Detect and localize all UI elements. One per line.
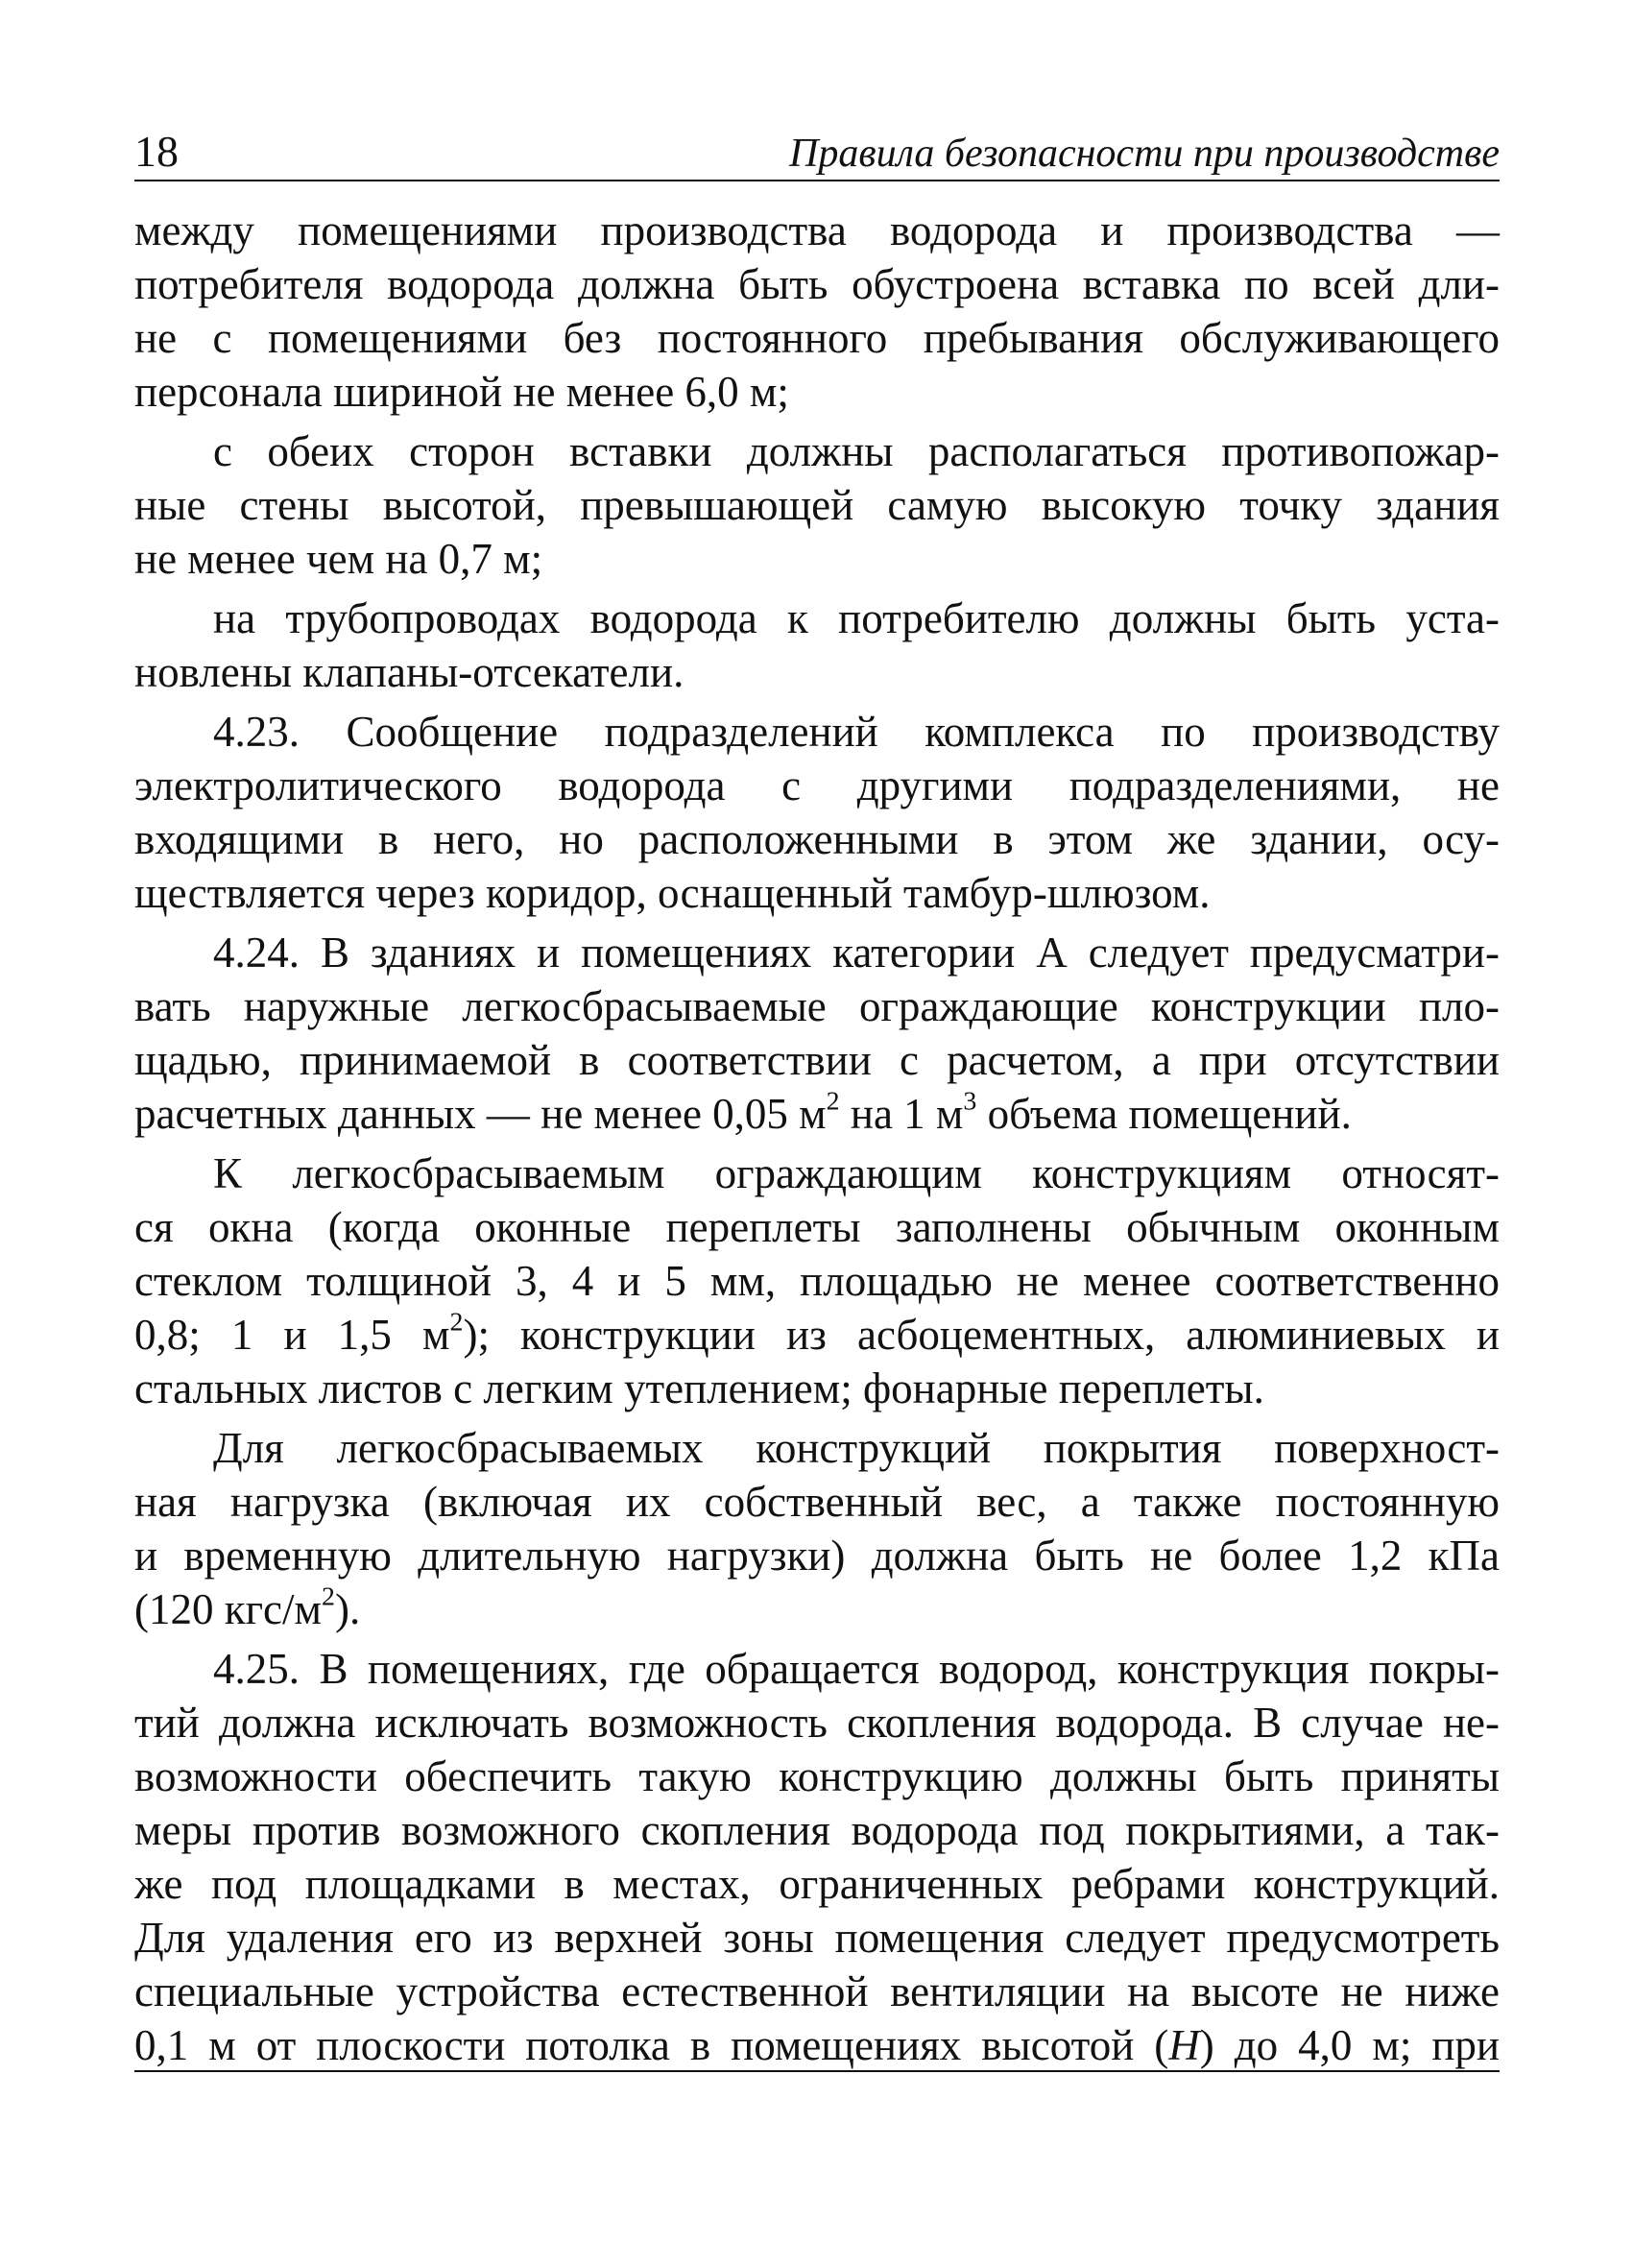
page-header (134, 120, 1500, 181)
paragraph-1 (134, 204, 1500, 419)
text-line: потребителя водорода должна быть обустроена вставка по всей дли- (134, 260, 1500, 308)
text-line: электролитического водорода с другими подразделениями, не (134, 761, 1500, 809)
text-line: стальных листов с легким утеплением; фонарные переплеты. (134, 1364, 1264, 1412)
text-run: ) до 4,0 м; при (1199, 2021, 1500, 2069)
text-line (134, 1582, 1500, 1636)
text-line: и временную длительную нагрузки) должна быть не более 1,2 кПа (134, 1532, 1500, 1580)
text-line: вать наружные легкосбрасываемые ограждающие конструкции пло- (134, 982, 1500, 1030)
text-line: ществляется через коридор, оснащенный тамбур-шлюзом. (134, 869, 1211, 917)
superscript: 2 (449, 1307, 464, 1338)
text-line: входящими в него, но расположенными в этом же здании, осу- (134, 815, 1500, 863)
text-line: не менее чем на 0,7 м; (134, 535, 543, 583)
text-line: Для легкосбрасываемых конструкций покрытия поверхност- (213, 1424, 1500, 1472)
text-line: Для удаления его из верхней зоны помещения следует предусмотреть (134, 1914, 1500, 1962)
text-line: специальные устройства естественной вентиляции на высоте не ниже (134, 1967, 1500, 2015)
text-run: ). (334, 1585, 361, 1633)
text-line: 4.24. В зданиях и помещениях категории А следует предусматри- (213, 929, 1500, 977)
text-line: ные стены высотой, превышающей самую высокую точку здания (134, 481, 1500, 529)
paragraph-3 (134, 591, 1500, 699)
text-run: объема помещений. (976, 1090, 1352, 1138)
text-line: не с помещениями без постоянного пребывания обслуживающего (134, 314, 1500, 362)
paragraph-4-24 (134, 926, 1500, 1141)
text-line: 4.25. В помещениях, где обращается водород, конструкция покры- (213, 1645, 1500, 1693)
text-run: 0,8; 1 и 1,5 м (134, 1311, 450, 1359)
text-run: на 1 м (839, 1090, 964, 1138)
text-line: между помещениями производства водорода и производства — (134, 206, 1500, 254)
paragraph-2 (134, 424, 1500, 586)
text-line: 4.23. Сообщение подразделений комплекса по производству (213, 708, 1500, 756)
paragraph-load (134, 1421, 1500, 1636)
text-run: 0,1 м от плоскости потолка в помещениях высотой ( (134, 2021, 1169, 2069)
text-line: возможности обеспечить такую конструкцию должны быть приняты (134, 1752, 1500, 1800)
body-text (134, 204, 1500, 2072)
bottom-rule (134, 2070, 1500, 2072)
text-line: новлены клапаны-отсекатели. (134, 648, 684, 696)
text-line: персонала шириной не менее 6,0 м; (134, 368, 789, 416)
superscript: 2 (826, 1086, 840, 1117)
paragraph-4-23 (134, 705, 1500, 920)
text-line: меры против возможного скопления водорода под покрытиями, а так- (134, 1806, 1500, 1854)
text-line: с обеих сторон вставки должны располагаться противопожар- (213, 427, 1500, 475)
running-title: Правила безопасности при производстве (789, 132, 1500, 176)
text-line: щадью, принимаемой в соответствии с расчетом, а при отсутствии (134, 1036, 1500, 1084)
text-line (134, 1308, 1500, 1362)
text-line: на трубопроводах водорода к потребителю должны быть уста- (213, 594, 1500, 642)
page-number: 18 (134, 127, 179, 176)
paragraph-windows (134, 1146, 1500, 1415)
text-line: же под площадками в местах, ограниченных ребрами конструкций. (134, 1860, 1500, 1908)
text-run: расчетных данных — не менее 0,05 м (134, 1090, 827, 1138)
italic-symbol: Н (1168, 2021, 1200, 2069)
text-run: ); конструкции из асбоцементных, алюминиевых и (463, 1311, 1501, 1359)
text-line (134, 2018, 1500, 2072)
text-line: К легкосбрасываемым ограждающим конструкциям относят- (213, 1149, 1500, 1197)
superscript: 2 (322, 1581, 335, 1612)
text-line (134, 1087, 1500, 1141)
text-line: ная нагрузка (включая их собственный вес, а также постоянную (134, 1478, 1500, 1526)
text-line: ся окна (когда оконные переплеты заполнены обычным оконным (134, 1203, 1500, 1251)
superscript: 3 (963, 1086, 977, 1117)
text-line: стеклом толщиной 3, 4 и 5 мм, площадью не менее соответственно (134, 1257, 1500, 1305)
text-line: тий должна исключать возможность скопления водорода. В случае не- (134, 1699, 1500, 1747)
text-run: (120 кгс/м (134, 1585, 323, 1633)
paragraph-4-25 (134, 1642, 1500, 2072)
